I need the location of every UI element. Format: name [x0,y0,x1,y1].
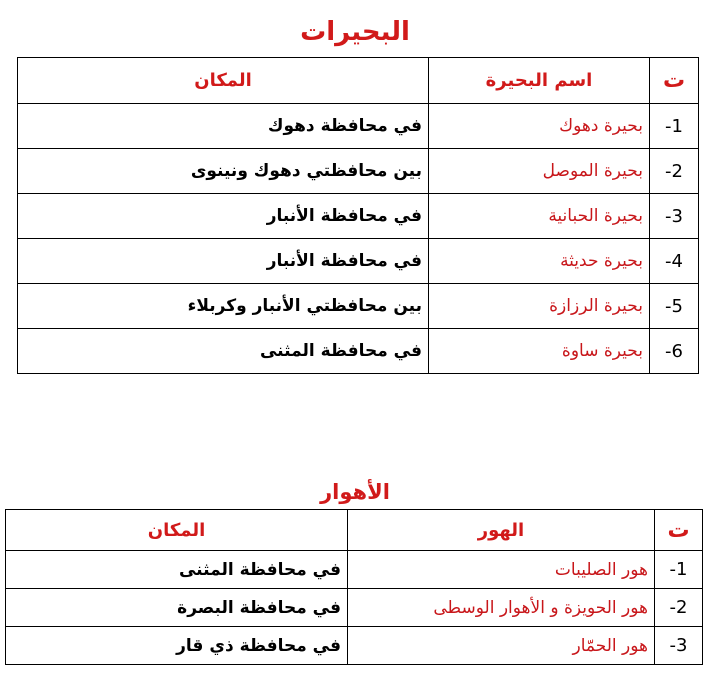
marsh-name: هور الصليبات [348,551,655,589]
marsh-place: في محافظة البصرة [6,589,348,627]
lake-name: بحيرة الحبانية [429,194,650,239]
row-index: 3- [650,194,699,239]
table-row [18,194,699,239]
marsh-place: في محافظة ذي قار [6,627,348,665]
lake-place: في محافظة الأنبار [18,239,429,284]
lakes-title: البحيرات [300,17,410,47]
table-row [18,239,699,284]
lake-place: في محافظة الأنبار [18,194,429,239]
row-index: 1- [650,104,699,149]
row-index: 1- [655,551,703,589]
lakes-header-name: اسم البحيرة [429,58,650,104]
lakes-header-row [18,58,699,104]
table-row [18,329,699,374]
marsh-name: هور الحمّار [348,627,655,665]
marsh-name: هور الحويزة و الأهوار الوسطى [348,589,655,627]
lake-place: بين محافظتي دهوك ونينوى [18,149,429,194]
lakes-table [17,57,699,374]
lake-name: بحيرة الموصل [429,149,650,194]
marsh-place: في محافظة المثنى [6,551,348,589]
table-row [18,104,699,149]
lake-name: بحيرة ساوة [429,329,650,374]
marshes-header-index: ت [655,510,703,551]
row-index: 4- [650,239,699,284]
row-index: 5- [650,284,699,329]
table-row [18,149,699,194]
lake-place: بين محافظتي الأنبار وكربلاء [18,284,429,329]
lakes-header-index: ت [650,58,699,104]
row-index: 2- [655,589,703,627]
lake-place: في محافظة المثنى [18,329,429,374]
lake-name: بحيرة الرزازة [429,284,650,329]
marshes-header-name: الهور [348,510,655,551]
marshes-header-row [6,510,703,551]
row-index: 2- [650,149,699,194]
table-row [18,284,699,329]
lakes-header-place: المكان [18,58,429,104]
row-index: 3- [655,627,703,665]
lake-name: بحيرة دهوك [429,104,650,149]
row-index: 6- [650,329,699,374]
table-row [6,589,703,627]
lake-name: بحيرة حديثة [429,239,650,284]
table-row [6,551,703,589]
marshes-title: الأهوار [320,480,390,504]
lake-place: في محافظة دهوك [18,104,429,149]
table-row [6,627,703,665]
marshes-table [5,509,703,665]
marshes-header-place: المكان [6,510,348,551]
